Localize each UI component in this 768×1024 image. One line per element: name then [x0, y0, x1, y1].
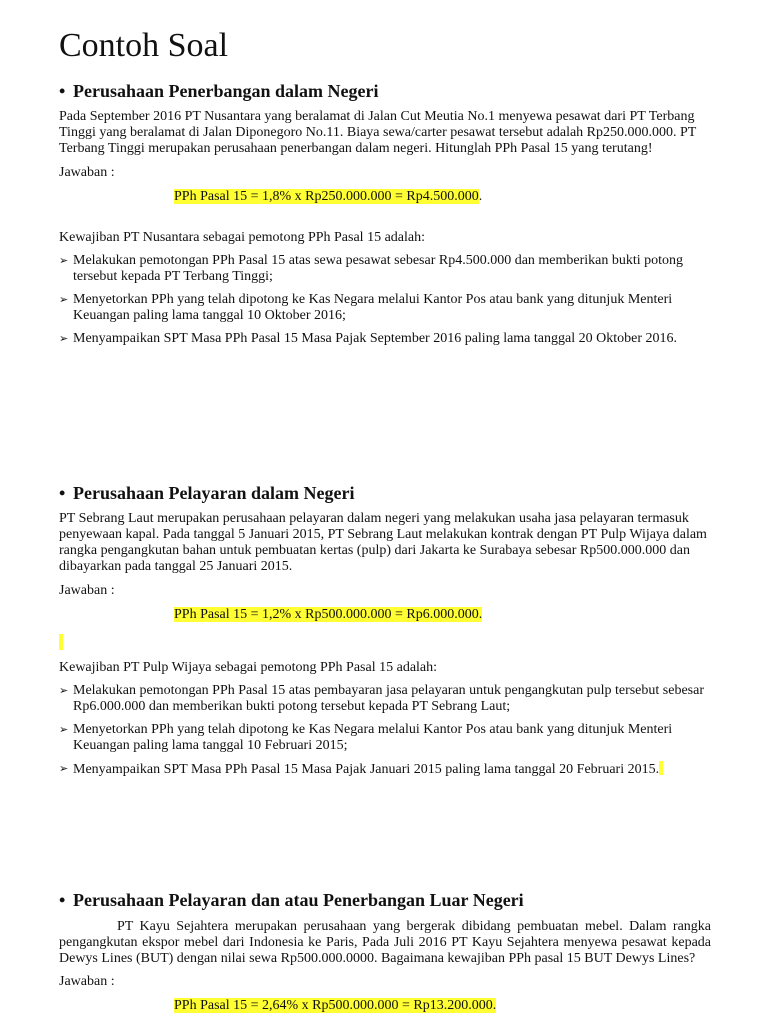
- formula-line: [59, 998, 711, 1014]
- bullet-icon: •: [59, 483, 66, 503]
- highlight-bar: [659, 761, 663, 775]
- answer-label: Jawaban :: [59, 583, 115, 598]
- list-item: ➢ Melakukan pemotongan PPh Pasal 15 atas sewa pesawat sebesar Rp4.500.000 dan memberikan bukti potong tersebut kepada PT Terbang Tinggi;: [59, 253, 711, 285]
- section-heading: [59, 482, 711, 504]
- formula-highlight: PPh Pasal 15 = 2,64% x Rp500.000.000 = Rp13.200.000.: [174, 998, 497, 1013]
- problem-paragraph: Pada September 2016 PT Nusantara yang beralamat di Jalan Cut Meutia No.1 menyewa pesawat dari PT Terbang Tinggi yang beralamat di Jalan Diponegoro No.11. Biaya sewa/carter pesawat tersebut adalah Rp250.000.000. PT Terbang Tinggi merupakan perusahaan penerbangan dalam negeri. Hitunglah PPh Pasal 15 yang terutang!: [59, 109, 697, 156]
- problem-paragraph: PT Sebrang Laut merupakan perusahaan pelayaran dalam negeri yang melakukan usaha jasa pelayaran termasuk penyewaan kapal. Pada tanggal 5 Januari 2015, PT Sebrang Laut melakukan kontrak dengan PT Pulp Wijaya dalam rangka pengangkutan bahan untuk pembuatan kertas (pulp) dari Jakarta ke Surabaya sebesar Rp500.000.000 dan dibayarkan pada tanggal 25 Januari 2015.: [59, 511, 707, 574]
- section-domestic-airline: [59, 80, 711, 347]
- heading-text: Perusahaan Pelayaran dan atau Penerbangan Luar Negeri: [73, 890, 524, 910]
- problem-paragraph: PT Kayu Sejahtera merupakan perusahaan yang bergerak dibidang pembuatan mebel. Dalam rangka pengangkutan ekspor mebel dari Indonesia ke Paris, Pada Juli 2016 PT Kayu Sejahtera menyewa pesawat kepada Dewys Lines (BUT) dengan nilai sewa Rp500.000.0000. Bagaimana kewajiban PPh pasal 15 BUT Dewys Lines?: [59, 919, 711, 966]
- section-foreign-carrier: [59, 889, 711, 1014]
- obligation-intro: Kewajiban PT Pulp Wijaya sebagai pemotong PPh Pasal 15 adalah:: [59, 660, 438, 675]
- obligation-list: [59, 683, 711, 778]
- list-item: ➢ Melakukan pemotongan PPh Pasal 15 atas pembayaran jasa pelayaran untuk pengangkutan pulp tersebut sebesar Rp6.000.000 dan memberikan bukti potong tersebut kepada PT Sebrang Laut;: [59, 683, 711, 715]
- formula-line: [59, 189, 711, 205]
- bullet-icon: •: [59, 81, 66, 101]
- formula-highlight: PPh Pasal 15 = 1,8% x Rp250.000.000 = Rp4.500.000: [174, 189, 479, 204]
- section-domestic-shipping: [59, 482, 711, 778]
- answer-label: Jawaban :: [59, 974, 115, 989]
- formula-suffix: .: [478, 189, 483, 204]
- section-heading: [59, 80, 711, 102]
- section-heading: [59, 889, 711, 911]
- page-title: Contoh Soal: [59, 27, 229, 64]
- obligation-list: [59, 253, 711, 347]
- bullet-icon: •: [59, 890, 66, 910]
- answer-label: Jawaban :: [59, 165, 115, 180]
- heading-text: Perusahaan Pelayaran dalam Negeri: [73, 483, 355, 503]
- list-item: ➢ Menyampaikan SPT Masa PPh Pasal 15 Masa Pajak September 2016 paling lama tanggal 20 Oktober 2016.: [59, 331, 711, 347]
- list-item: ➢ Menyetorkan PPh yang telah dipotong ke Kas Negara melalui Kantor Pos atau bank yang ditunjuk Menteri Keuangan paling lama tanggal 10 Februari 2015;: [59, 722, 711, 754]
- list-item: ➢ Menyetorkan PPh yang telah dipotong ke Kas Negara melalui Kantor Pos atau bank yang ditunjuk Menteri Keuangan paling lama tanggal 10 Oktober 2016;: [59, 292, 711, 324]
- highlight-mark: [59, 634, 711, 650]
- formula-line: [59, 607, 711, 623]
- formula-highlight: PPh Pasal 15 = 1,2% x Rp500.000.000 = Rp6.000.000.: [174, 607, 483, 622]
- obligation-intro: Kewajiban PT Nusantara sebagai pemotong PPh Pasal 15 adalah:: [59, 230, 425, 245]
- heading-text: Perusahaan Penerbangan dalam Negeri: [73, 81, 379, 101]
- highlight-bar: [59, 634, 63, 650]
- list-item: [59, 761, 711, 778]
- list-item-text: Menyampaikan SPT Masa PPh Pasal 15 Masa Pajak Januari 2015 paling lama tanggal 20 Februari 2015.: [73, 762, 660, 777]
